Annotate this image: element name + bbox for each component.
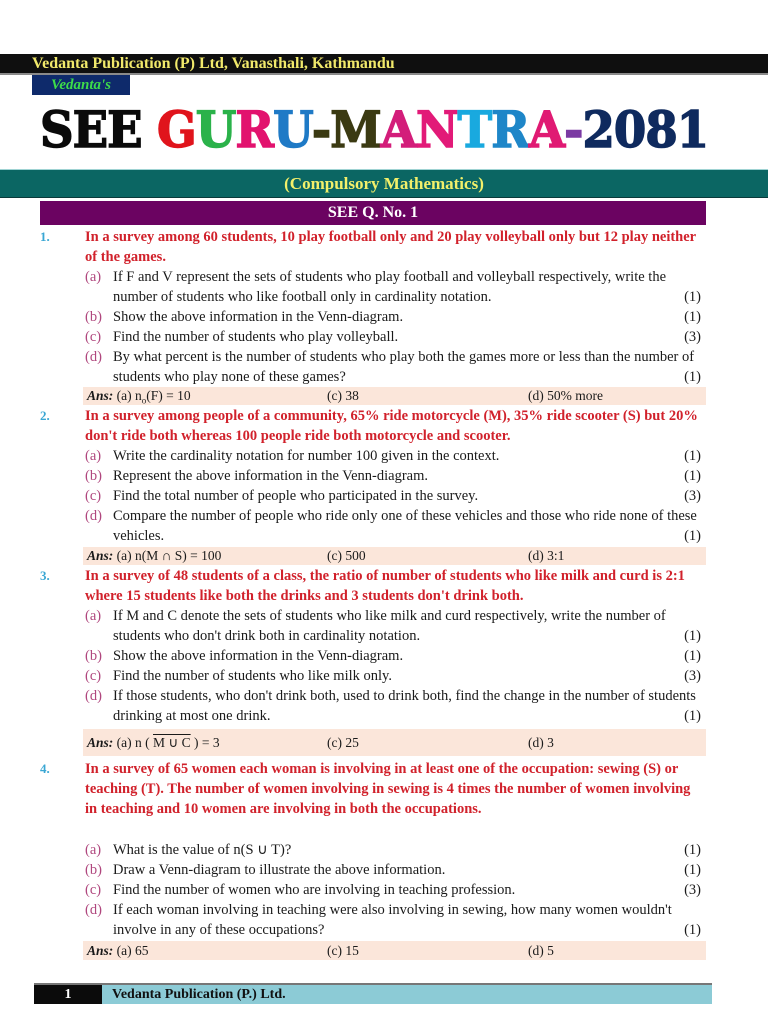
part-text: Compare the number of people who ride only one of these vehicles and those who ride none of these vehicles. (113, 508, 697, 545)
part-marks: (3) (684, 488, 701, 504)
answer-a-complement: M ∪ C (153, 735, 191, 750)
question-stem: In a survey among people of a community, 65% ride motorcycle (M), 35% ride scooter (S) but 20% don't ride both whereas 100 people ride both motorcycle and scooter. (85, 408, 698, 445)
question-part (85, 840, 705, 860)
question-number: 4. (40, 761, 50, 776)
answer-d: (d) 3 (528, 735, 554, 750)
part-text: Find the number of students who like milk only. (113, 668, 392, 684)
title-part: U (273, 100, 312, 159)
part-label: (d) (85, 688, 102, 704)
answer-a (87, 547, 221, 565)
answer-prefix: Ans: (87, 548, 114, 563)
part-label: (c) (85, 668, 102, 684)
answer-d: (d) 3:1 (528, 548, 565, 563)
part-label: (c) (85, 488, 102, 504)
part-label: (b) (85, 648, 102, 664)
question-part (85, 446, 705, 466)
answer-a-subscript: o (141, 395, 147, 406)
part-text: Show the above information in the Venn-diagram. (113, 648, 404, 664)
part-label: (d) (85, 508, 102, 524)
publisher-banner (0, 54, 768, 75)
brand-tag (32, 75, 130, 95)
part-marks: (1) (684, 862, 701, 878)
part-label: (a) (85, 448, 102, 464)
title-part: -M (311, 100, 381, 159)
question-part (85, 900, 705, 940)
part-marks: (1) (684, 842, 701, 858)
part-text: By what percent is the number of students who play both the games more or less than the number of students who play none of these games? (113, 349, 695, 386)
title-part: A (528, 100, 565, 159)
question-number: 3. (40, 568, 50, 583)
part-marks: (1) (684, 528, 701, 545)
part-label: (c) (85, 329, 102, 345)
question-part (85, 646, 705, 666)
answer-a (87, 941, 149, 960)
answer-bar (83, 729, 706, 756)
part-text: Find the total number of people who participated in the survey. (113, 488, 479, 504)
answer-d: (d) 50% more (528, 388, 603, 403)
part-text: Draw a Venn-diagram to illustrate the above information. (113, 862, 446, 878)
part-text: If those students, who don't drink both, used to drink both, find the change in the number of students drinking at most one drink. (113, 688, 696, 725)
question-number: 2. (40, 408, 50, 423)
part-label: (c) (85, 882, 102, 898)
brand-tag-label: Vedanta's (50, 77, 111, 93)
part-marks: (1) (684, 468, 701, 484)
answer-bar (83, 547, 706, 565)
part-label: (a) (85, 842, 102, 858)
title-part: SEE (40, 100, 157, 159)
page-number: 1 (64, 987, 72, 1002)
question-part (85, 267, 705, 307)
question-part (85, 666, 705, 686)
answer-prefix: Ans: (87, 388, 114, 403)
footer-publisher: Vedanta Publication (P.) Ltd. (112, 987, 286, 1002)
title-part: R (235, 100, 274, 159)
part-label: (d) (85, 902, 102, 918)
question-heading-bar (40, 201, 706, 225)
question-stem: In a survey among 60 students, 10 play football only and 20 play volleyball only but 12 play neither of the games. (85, 229, 696, 266)
part-text: If F and V represent the sets of students who play football and volleyball respectively, write the number of students who like football only in cardinality notation. (113, 269, 667, 306)
answer-c: (c) 15 (327, 943, 359, 958)
part-text: If M and C denote the sets of students who like milk and curd respectively, write the number of students who don't drink both in cardinality notation. (113, 608, 666, 645)
part-marks: (1) (684, 289, 701, 306)
question-part (85, 686, 705, 726)
question-part (85, 466, 705, 486)
question-number: 1. (40, 229, 50, 244)
question-part (85, 606, 705, 646)
publisher-line: Vedanta Publication (P) Ltd, Vanasthali, Kathmandu (32, 55, 395, 72)
answer-a-text: (a) n (116, 388, 142, 403)
part-label: (d) (85, 349, 102, 365)
part-marks: (3) (684, 882, 701, 898)
footer-bar (102, 983, 712, 1004)
title-part: U (195, 100, 236, 159)
question-stem: In a survey of 48 students of a class, the ratio of number of students who like milk and curd is 2:1 where 15 students like both the drinks and 3 students don't drink both. (85, 568, 685, 605)
title-part: A (380, 100, 416, 159)
answer-a-post: ) = 3 (190, 735, 220, 750)
answer-a-text: (a) n(M ∩ S) = 100 (116, 548, 222, 563)
answer-c: (c) 25 (327, 735, 359, 750)
part-text: Show the above information in the Venn-diagram. (113, 309, 404, 325)
part-marks: (1) (684, 309, 701, 325)
answer-a-text: (a) 65 (116, 943, 149, 958)
part-label: (b) (85, 309, 102, 325)
subject-banner (0, 169, 768, 198)
part-text: Represent the above information in the Venn-diagram. (113, 468, 429, 484)
part-text: What is the value of n(S ∪ T)? (113, 842, 292, 858)
part-marks: (1) (684, 922, 701, 939)
part-marks: (1) (684, 708, 701, 725)
subject-label: (Compulsory Mathematics) (284, 174, 484, 193)
part-label: (b) (85, 468, 102, 484)
question-heading: SEE Q. No. 1 (327, 204, 419, 221)
title-part: N (415, 100, 458, 159)
question-part (85, 880, 705, 900)
answer-a-pre: (a) n ( (116, 735, 153, 750)
title-part: - (564, 100, 583, 159)
title-part: G (156, 100, 196, 159)
title-part: R (491, 100, 529, 159)
part-marks: (3) (684, 329, 701, 345)
question-part (85, 860, 705, 880)
answer-prefix: Ans: (87, 735, 114, 750)
part-marks: (1) (684, 448, 701, 464)
answer-d: (d) 5 (528, 943, 554, 958)
question-part (85, 506, 705, 546)
page-title (40, 100, 708, 160)
part-marks: (1) (684, 648, 701, 664)
part-label: (a) (85, 608, 102, 624)
title-part: 2081 (582, 100, 709, 159)
part-label: (a) (85, 269, 102, 285)
part-marks: (1) (684, 628, 701, 645)
part-text: Write the cardinality notation for number 100 given in the context. (113, 448, 500, 464)
question-part (85, 486, 705, 506)
part-marks: (1) (684, 369, 701, 386)
answer-bar (83, 387, 706, 405)
answer-prefix: Ans: (87, 943, 114, 958)
part-text: If each woman involving in teaching were also involving in sewing, how many women wouldn't involve in any of these occupations? (113, 902, 672, 939)
part-marks: (3) (684, 668, 701, 684)
answer-a-rest: (F) = 10 (146, 388, 191, 403)
question-stem: In a survey of 65 women each woman is involving in at least one of the occupation: sewing (S) or teaching (T). The number of women involving in sewing is 4 times the number of women involving in teaching and 10 women are involving in both the occupations. (85, 761, 691, 818)
question-part (85, 327, 705, 347)
answer-c: (c) 500 (327, 548, 366, 563)
page-number-box (34, 983, 102, 1004)
answer-bar (83, 941, 706, 960)
part-text: Find the number of students who play volleyball. (113, 329, 399, 345)
part-label: (b) (85, 862, 102, 878)
question-part (85, 347, 705, 387)
question-part (85, 307, 705, 327)
title-part: T (457, 100, 492, 159)
answer-c: (c) 38 (327, 388, 359, 403)
part-text: Find the number of women who are involving in teaching profession. (113, 882, 516, 898)
answer-a (87, 729, 220, 756)
